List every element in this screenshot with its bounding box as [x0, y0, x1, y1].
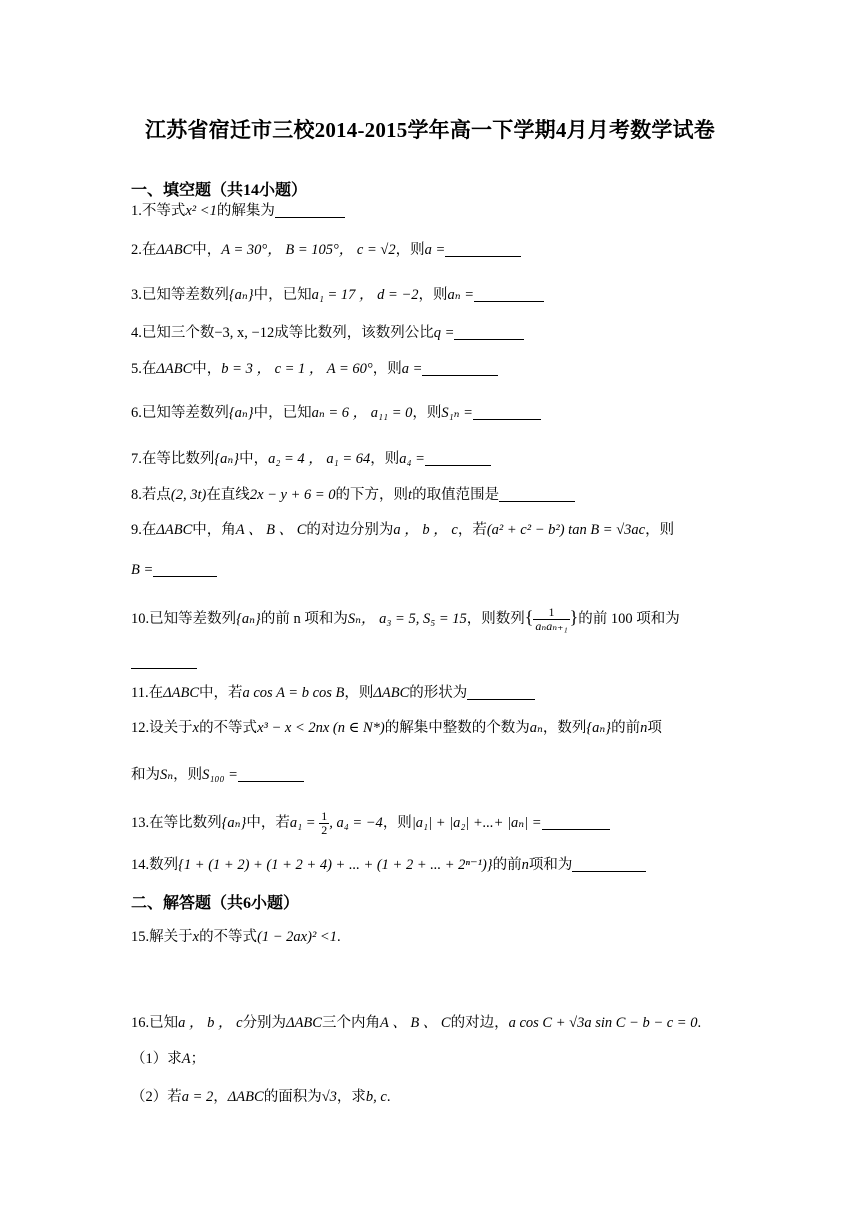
question-14: 14.数列{1 + (1 + 2) + (1 + 2 + 4) + ... + (1 + 2 + ... + 2ⁿ⁻¹)}的前n项和为 — [131, 855, 646, 875]
question-16-part-1: （1）求A； — [131, 1051, 206, 1067]
answer-blank[interactable] — [445, 241, 521, 257]
fraction: $\frac{1}{\text{aₙaₙ₊₁}}$ — [535, 605, 568, 633]
question-16-part-2: （2）若a = 2，ΔABC的面积为√3，求b, c. — [131, 1089, 391, 1105]
answer-blank[interactable] — [275, 202, 345, 218]
fraction: $\frac{1}{2}$ — [321, 809, 328, 837]
answer-blank[interactable] — [454, 324, 524, 340]
page-title: 江苏省宿迁市三校2014-2015学年高一下学期4月月考数学试卷 — [145, 118, 715, 142]
question-16: 16.已知a ， b ， c分别为ΔABC三个内角A 、 B 、 C的对边，a cos C + √3a sin C − b − c = 0. — [131, 1015, 702, 1031]
question-9-line-2: B = — [131, 560, 217, 580]
question-4: 4.已知三个数−3, x, −12成等比数列，该数列公比q = — [131, 323, 524, 343]
answer-blank[interactable] — [422, 360, 498, 376]
question-12-line-2: 和为Sₙ，则S₁₀₀ = — [131, 765, 304, 785]
question-8: 8.若点(2, 3t)在直线2x − y + 6 = 0的下方，则t的取值范围是 — [131, 485, 575, 505]
question-10: 10.已知等差数列{aₙ}的前 n 项和为Sₙ， a₃ = 5, S₅ = 15，则数列{ $\frac{1}{\text{aₙaₙ₊₁}}$ }的前 100 项和为 — [131, 605, 680, 633]
answer-blank[interactable] — [542, 814, 610, 830]
question-10-line-2 — [131, 652, 197, 672]
question-11: 11.在ΔABC中，若a cos A = b cos B，则ΔABC的形状为 — [131, 683, 535, 703]
answer-blank[interactable] — [473, 404, 541, 420]
answer-blank[interactable] — [499, 486, 575, 502]
question-13: 13.在等比数列{aₙ}中，若a₁ = $\frac{1}{2}$ , a₄ = −4，则|a₁| + |a₂| +...+ |aₙ| = — [131, 810, 610, 837]
answer-blank[interactable] — [153, 561, 217, 577]
question-5: 5.在ΔABC中，b = 3 ， c = 1 ， A = 60°，则a = — [131, 359, 498, 379]
question-12: 12.设关于x的不等式x³ − x < 2nx (n ∈ N*)的解集中整数的个数为aₙ，数列{aₙ}的前n项 — [131, 720, 662, 736]
question-9: 9.在ΔABC中，角A 、 B 、 C的对边分别为a ， b ， c，若(a² + c² − b²) tan B = √3ac，则 — [131, 522, 675, 538]
question-6: 6.已知等差数列{aₙ}中，已知aₙ = 6 ， a₁₁ = 0，则S₁ₙ = — [131, 403, 541, 423]
section-heading-solutions: 二、解答题（共6小题） — [131, 895, 300, 912]
question-1: 1.不等式x² <1的解集为 — [131, 201, 345, 221]
question-15: 15.解关于x的不等式(1 − 2ax)² <1. — [131, 929, 341, 945]
answer-blank[interactable] — [238, 766, 304, 782]
question-2: 2.在ΔABC中，A = 30°， B = 105°， c = √2，则a = — [131, 240, 521, 260]
answer-blank[interactable] — [131, 653, 197, 669]
answer-blank[interactable] — [467, 684, 535, 700]
question-3: 3.已知等差数列{aₙ}中，已知a₁ = 17 ， d = −2，则aₙ = — [131, 285, 544, 305]
section-heading-fill-in: 一、填空题（共14小题） — [131, 182, 308, 199]
answer-blank[interactable] — [474, 286, 544, 302]
answer-blank[interactable] — [572, 856, 646, 872]
answer-blank[interactable] — [425, 450, 491, 466]
question-7: 7.在等比数列{aₙ}中，a₂ = 4 ， a₁ = 64，则a₄ = — [131, 449, 491, 469]
